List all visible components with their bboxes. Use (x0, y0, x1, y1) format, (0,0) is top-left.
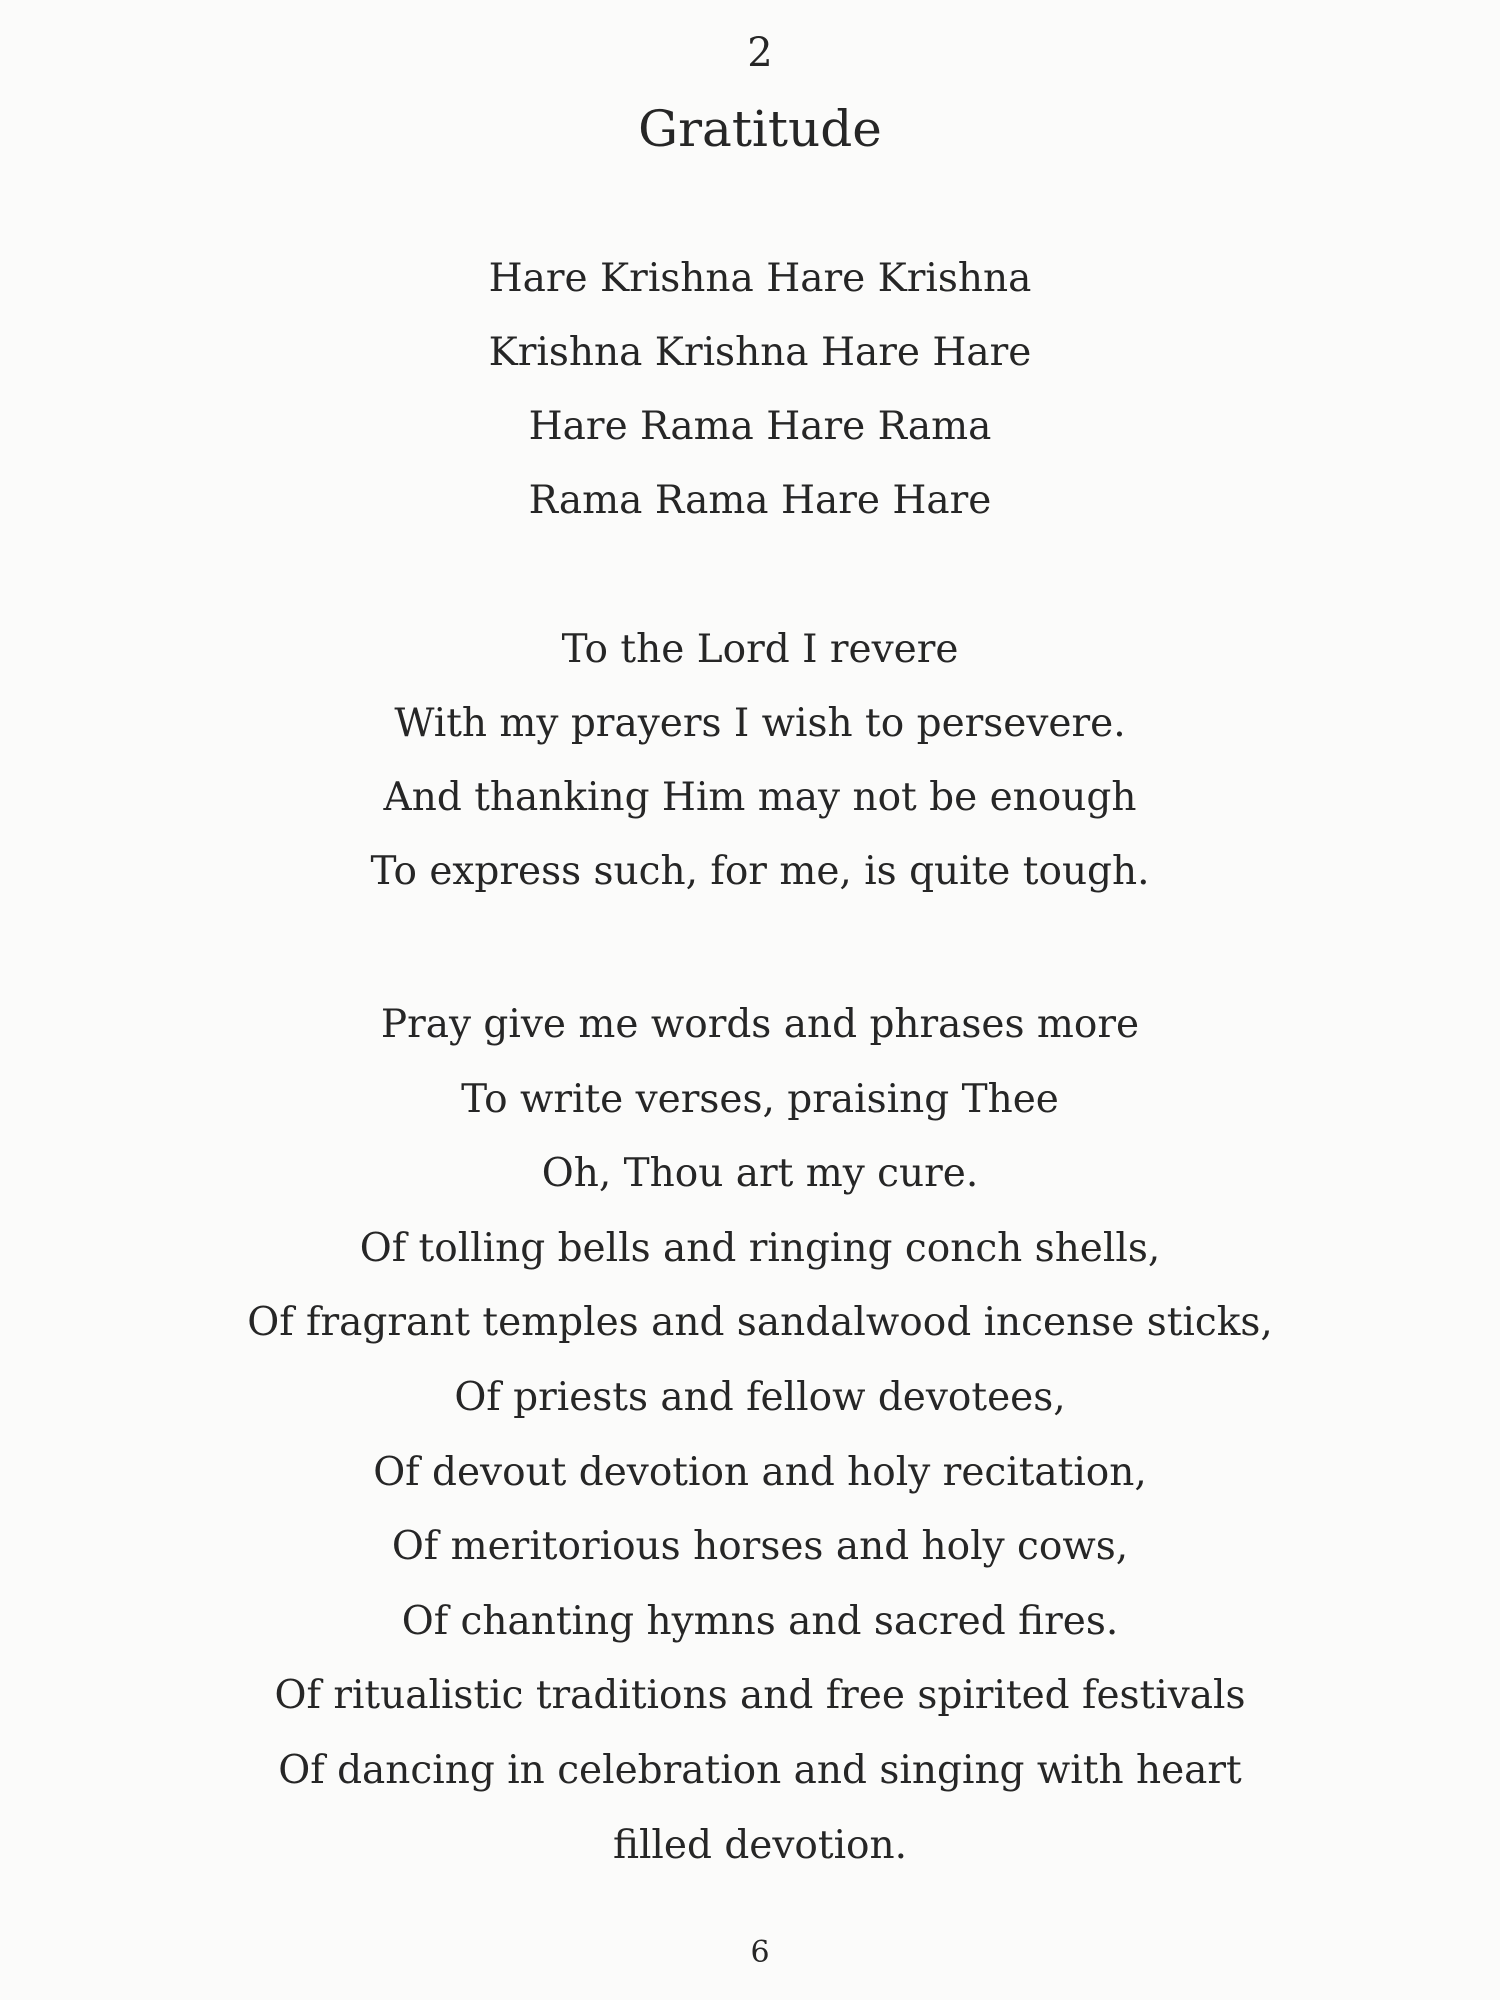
poem-stanza (0, 613, 1500, 909)
poem-line: Of dancing in celebration and singing with heart (278, 1747, 1242, 1793)
poem-line: Rama Rama Hare Hare (528, 478, 992, 523)
poem-line: Pray give me words and phrases more (380, 1002, 1140, 1047)
poem-line: Of tolling bells and ringing conch shells, (359, 1225, 1161, 1271)
poem-line: filled devotion. (612, 1822, 908, 1868)
poem-line: Hare Krishna Hare Krishna (488, 256, 1032, 301)
chapter-number: 2 (747, 30, 773, 76)
poem-line: To the Lord I revere (561, 627, 959, 672)
poem-line: And thanking Him may not be enough (383, 775, 1137, 820)
poem-line: To write verses, praising Thee (461, 1076, 1059, 1122)
chapter-title: Gratitude (638, 100, 882, 158)
poem-line: Of devout devotion and holy recitation, (373, 1449, 1147, 1495)
poem-stanza (0, 988, 1500, 1883)
poem-line: Krishna Krishna Hare Hare (488, 330, 1032, 375)
poem-line: To express such, for me, is quite tough. (370, 849, 1150, 894)
poem-line: With my prayers I wish to persevere. (394, 701, 1126, 746)
poem-line: Of meritorious horses and holy cows, (391, 1524, 1129, 1570)
poem-line: Of chanting hymns and sacred fires. (401, 1598, 1119, 1644)
mantra-stanza (0, 242, 1500, 538)
page-number: 6 (750, 1935, 770, 1970)
poem-line: Oh, Thou art my cure. (541, 1151, 979, 1197)
poem-line: Of ritualistic traditions and free spirited festivals (274, 1673, 1246, 1719)
poem-line: Of fragrant temples and sandalwood incense sticks, (247, 1300, 1273, 1346)
poem-line: Of priests and fellow devotees, (454, 1374, 1066, 1420)
poem-line: Hare Rama Hare Rama (528, 404, 992, 449)
